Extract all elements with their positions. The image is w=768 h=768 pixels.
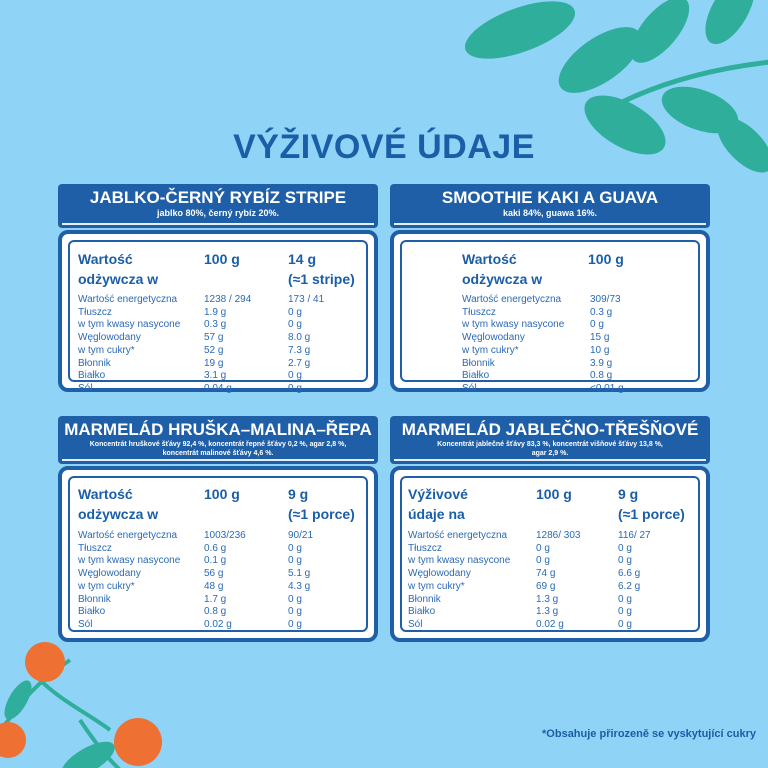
- value-per-100g: 0.8 g: [204, 606, 227, 618]
- table-header-col2: 14 g: [288, 251, 317, 267]
- nutrient-label: w tym cukry*: [408, 580, 465, 592]
- table-header-name-2: odżywcza w: [462, 271, 543, 287]
- nutrient-label: Błonnik: [78, 593, 111, 605]
- card-ingredients: Koncentrát jablečné šťávy 83,3 %, koncentrát višňové šťávy 13,8 %,: [437, 441, 663, 448]
- table-header-col2-portion: (≈1 porce): [288, 506, 355, 522]
- table-header-name-2: odżywcza w: [78, 271, 159, 287]
- table-header-name-2: odżywcza w: [78, 506, 159, 522]
- card-ingredients: Koncentrát hruškové šťávy 92,4 %, koncentrát řepné šťávy 0,2 %, agar 2,8 %,: [89, 441, 347, 448]
- card-banner: [390, 416, 710, 464]
- value-per-100g: 0 g: [536, 542, 550, 554]
- value-per-100g: 1.7 g: [204, 593, 227, 605]
- value-per-100g: 1.3 g: [536, 606, 559, 618]
- nutrient-label: Błonnik: [462, 357, 495, 369]
- nutrient-label: Tłuszcz: [408, 542, 442, 554]
- table-header-col1: 100 g: [204, 486, 240, 502]
- nutrient-label: Białko: [78, 370, 106, 382]
- nutrient-label: w tym cukry*: [78, 580, 135, 592]
- value-per-portion: 0 g: [288, 542, 302, 554]
- nutrition-table: [390, 230, 710, 392]
- value-per-100g: 52 g: [204, 344, 224, 356]
- value-per-100g: 1286/ 303: [536, 530, 581, 541]
- value-per-portion: 0 g: [288, 618, 302, 630]
- value-per-100g: 0.02 g: [536, 618, 564, 630]
- table-header-col2: 9 g: [618, 486, 639, 502]
- value-per-100g: 1.9 g: [204, 306, 227, 318]
- value-per-100g: 10 g: [590, 344, 610, 356]
- nutrient-label: w tym cukry*: [78, 344, 135, 356]
- nutrient-label: w tym kwasy nasycone: [78, 319, 181, 331]
- nutrient-label: w tym cukry*: [462, 344, 519, 356]
- value-per-portion: 0 g: [288, 606, 302, 618]
- nutrition-card: [58, 416, 378, 642]
- nutrient-label: Węglowodany: [408, 568, 471, 580]
- value-per-portion: 0 g: [288, 306, 302, 318]
- table-header-name-1: Wartość: [78, 486, 133, 502]
- value-per-portion: 0 g: [618, 542, 632, 554]
- nutrient-label: Węglowodany: [462, 332, 525, 344]
- card-title: JABLKO-ČERNÝ RYBÍZ STRIPE: [89, 188, 347, 207]
- card-ingredients-line-2: agar 2,9 %.: [531, 450, 569, 457]
- value-per-portion: 6.2 g: [618, 580, 641, 592]
- value-per-portion: 0 g: [288, 555, 302, 567]
- table-header-col2: 9 g: [288, 486, 309, 502]
- table-header-name-1: Wartość: [462, 251, 517, 267]
- value-per-100g: 0.1 g: [204, 555, 227, 567]
- card-banner: [58, 416, 378, 464]
- nutrient-label: Błonnik: [408, 593, 441, 605]
- value-per-portion: 7.3 g: [288, 344, 311, 356]
- nutrition-card: [390, 416, 710, 642]
- nutrient-label: Sól: [78, 618, 93, 630]
- value-per-portion: 0 g: [618, 606, 632, 618]
- nutrition-card: [58, 184, 378, 392]
- value-per-100g: 0.3 g: [204, 319, 227, 331]
- value-per-portion: 0 g: [288, 319, 302, 331]
- value-per-100g: <0.01 g: [590, 382, 624, 394]
- value-per-100g: 3.9 g: [590, 357, 613, 369]
- value-per-portion: 0 g: [618, 593, 632, 605]
- value-per-100g: 0.3 g: [590, 306, 613, 318]
- table-header-name-2: údaje na: [408, 506, 465, 522]
- nutrient-label: w tym kwasy nasycone: [78, 555, 181, 567]
- nutrient-label: Wartość energetyczna: [78, 294, 178, 305]
- nutrient-label: Tłuszcz: [462, 306, 496, 318]
- nutrient-label: Sól: [462, 382, 477, 394]
- card-title: MARMELÁD HRUŠKA–MALINA–ŘEPA: [64, 420, 372, 439]
- card-title: SMOOTHIE KAKI A GUAVA: [441, 188, 659, 207]
- nutrient-label: Błonnik: [78, 357, 111, 369]
- card-banner: [390, 184, 710, 228]
- nutrition-card: [390, 184, 710, 392]
- value-per-portion: 0 g: [618, 555, 632, 567]
- value-per-portion: 6.6 g: [618, 568, 641, 580]
- table-header-col1: 100 g: [588, 251, 624, 267]
- table-header-col1: 100 g: [536, 486, 572, 502]
- value-per-100g: 0 g: [590, 319, 604, 331]
- nutrient-label: Wartość energetyczna: [408, 530, 508, 541]
- value-per-100g: 0 g: [536, 555, 550, 567]
- nutrient-label: w tym kwasy nasycone: [408, 555, 511, 567]
- value-per-100g: 0.6 g: [204, 542, 227, 554]
- value-per-100g: 48 g: [204, 580, 224, 592]
- nutrient-label: w tym kwasy nasycone: [462, 319, 565, 331]
- value-per-100g: 19 g: [204, 357, 224, 369]
- nutrient-label: Tłuszcz: [78, 542, 112, 554]
- sugar-footnote: *Obsahuje přirozeně se vyskytující cukry: [542, 728, 756, 740]
- value-per-portion: 90/21: [288, 530, 314, 541]
- value-per-portion: 2.7 g: [288, 357, 311, 369]
- nutrient-label: Sól: [408, 618, 423, 630]
- page-title: VÝŽIVOVÉ ÚDAJE: [233, 128, 535, 166]
- value-per-100g: 3.1 g: [204, 370, 227, 382]
- card-ingredients: jablko 80%, černý rybíz 20%.: [156, 208, 280, 218]
- value-per-portion: 173 / 41: [288, 294, 325, 305]
- nutrition-table: [390, 466, 710, 642]
- nutrition-table: [58, 466, 378, 642]
- nutrient-label: Sól: [78, 382, 93, 394]
- value-per-100g: 0.8 g: [590, 370, 613, 382]
- table-inner-frame: [400, 240, 700, 382]
- table-header-col1: 100 g: [204, 251, 240, 267]
- value-per-100g: 1.3 g: [536, 593, 559, 605]
- nutrient-label: Wartość energetyczna: [462, 294, 562, 305]
- value-per-100g: 74 g: [536, 568, 556, 580]
- value-per-100g: 15 g: [590, 332, 610, 344]
- table-header-col2-portion: (≈1 porce): [618, 506, 685, 522]
- table-header-name-1: Výživové: [408, 486, 468, 502]
- value-per-100g: 57 g: [204, 332, 224, 344]
- value-per-portion: 8.0 g: [288, 332, 311, 344]
- value-per-100g: 1238 / 294: [204, 294, 252, 305]
- value-per-portion: 0 g: [288, 382, 302, 394]
- card-ingredients-line-2: koncentrát malinové šťávy 4,6 %.: [162, 450, 274, 457]
- value-per-portion: 0 g: [288, 370, 302, 382]
- table-header-name-1: Wartość: [78, 251, 133, 267]
- nutrient-label: Węglowodany: [78, 568, 141, 580]
- nutrient-label: Węglowodany: [78, 332, 141, 344]
- card-title: MARMELÁD JABLEČNO-TŘEŠŇOVÉ: [401, 420, 699, 439]
- card-banner: [58, 184, 378, 228]
- value-per-100g: 56 g: [204, 568, 224, 580]
- value-per-100g: 309/73: [590, 294, 621, 305]
- nutrient-label: Białko: [408, 606, 436, 618]
- nutrient-label: Tłuszcz: [78, 306, 112, 318]
- value-per-portion: 4.3 g: [288, 580, 311, 592]
- nutrient-label: Wartość energetyczna: [78, 530, 178, 541]
- nutrition-table: [58, 230, 378, 392]
- nutrient-label: Białko: [78, 606, 106, 618]
- value-per-portion: 116/ 27: [618, 530, 651, 541]
- value-per-100g: 69 g: [536, 580, 556, 592]
- value-per-portion: 0 g: [618, 618, 632, 630]
- value-per-100g: 1003/236: [204, 530, 246, 541]
- value-per-100g: 0.04 g: [204, 382, 232, 394]
- table-header-col2-portion: (≈1 stripe): [288, 271, 355, 287]
- card-ingredients: kaki 84%, guawa 16%.: [502, 208, 598, 218]
- value-per-100g: 0.02 g: [204, 618, 232, 630]
- nutrient-label: Białko: [462, 370, 490, 382]
- value-per-portion: 5.1 g: [288, 568, 311, 580]
- value-per-portion: 0 g: [288, 593, 302, 605]
